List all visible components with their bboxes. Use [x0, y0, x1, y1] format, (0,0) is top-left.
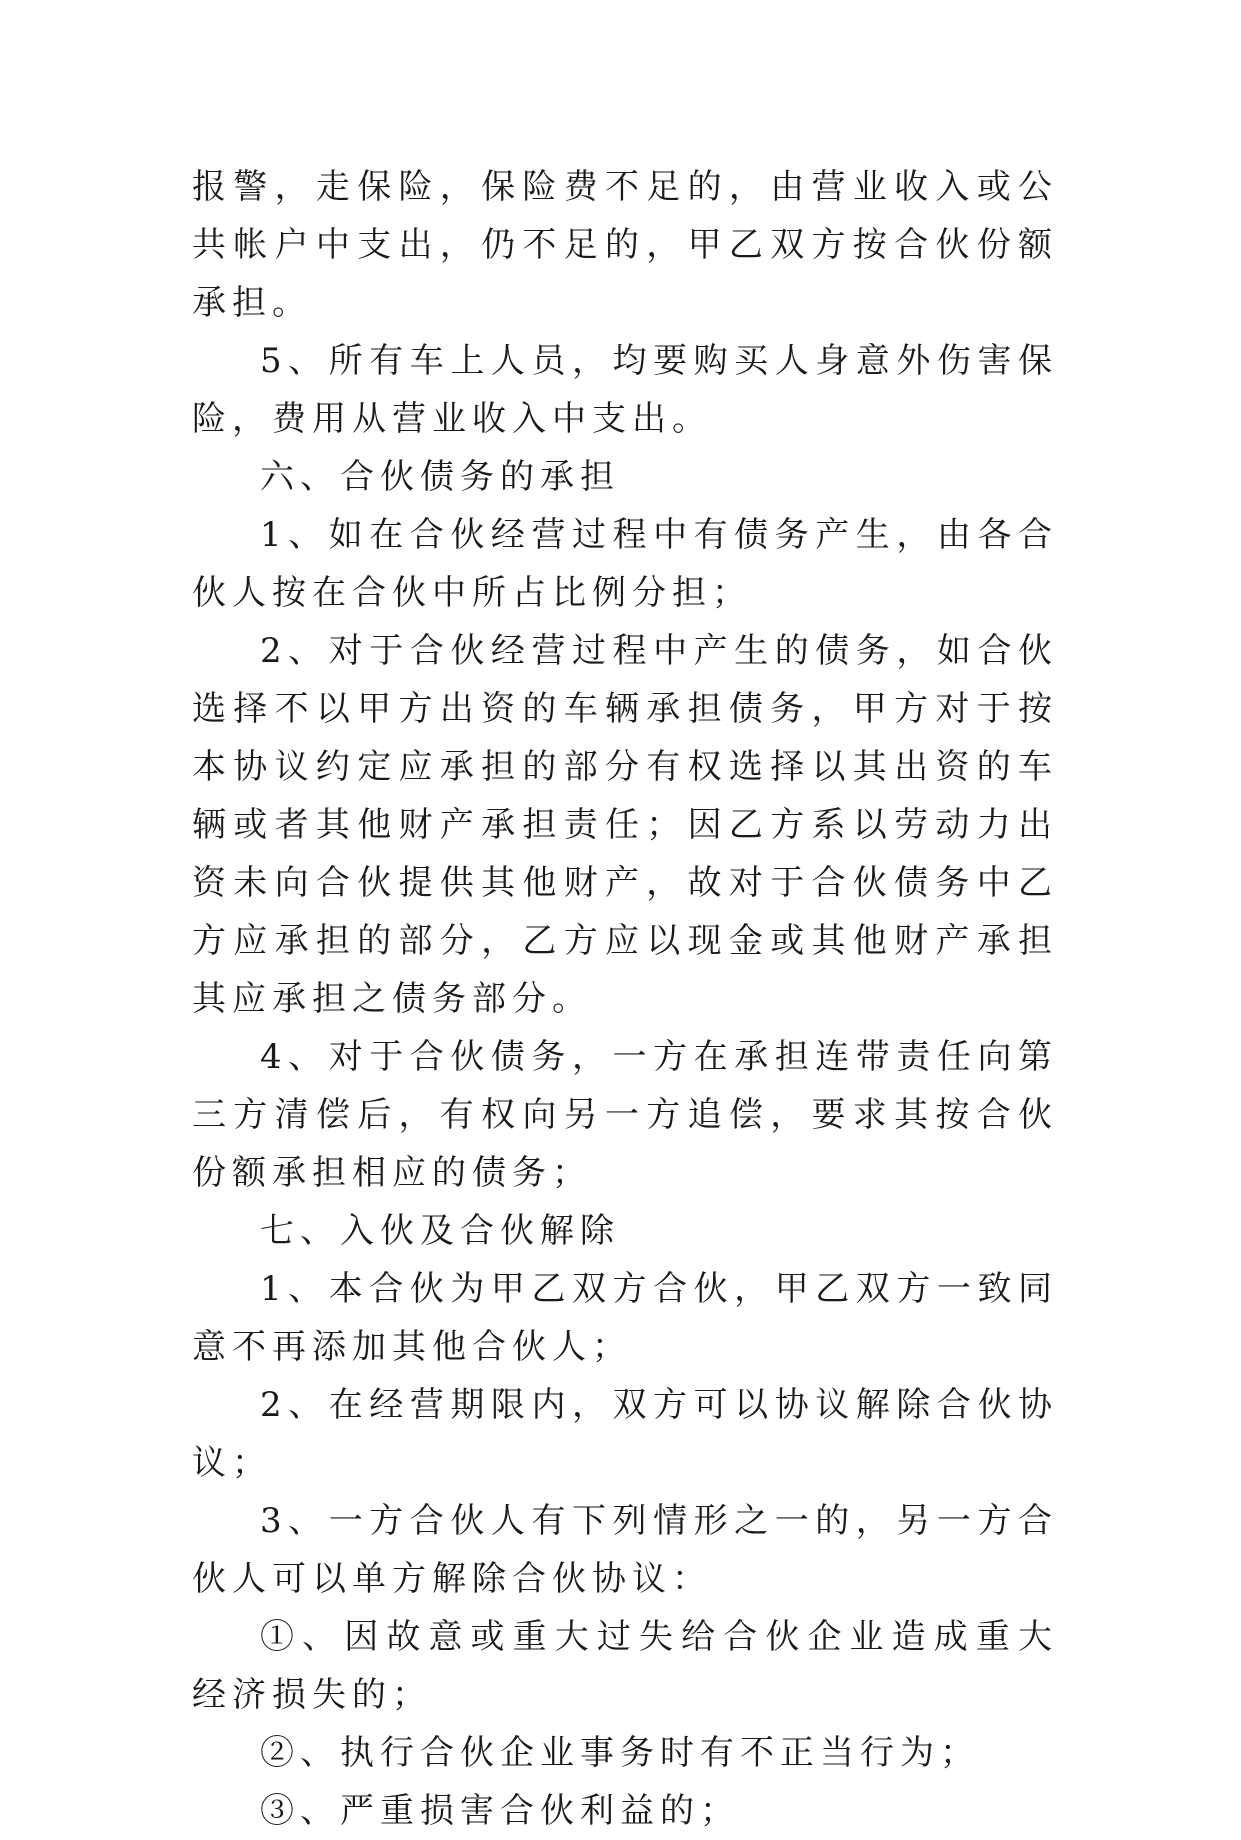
paragraph-partnership-item-3: 3、一方合伙人有下列情形之一的，另一方合伙人可以单方解除合伙协议：: [192, 1501, 1058, 1599]
section-heading-7: 七、入伙及合伙解除: [260, 1211, 620, 1251]
paragraph-debt-item-1: 1、如在合伙经营过程中有债务产生，由各合伙人按在合伙中所占比例分担；: [192, 515, 1058, 613]
paragraph-partnership-item-2: 2、在经营期限内，双方可以协议解除合伙协议；: [192, 1385, 1058, 1483]
paragraph-partnership-item-1: 1、本合伙为甲乙双方合伙，甲乙双方一致同意不再添加其他合伙人；: [192, 1269, 1058, 1367]
section-heading-6: 六、合伙债务的承担: [260, 457, 620, 497]
paragraph-debt-item-4: 4、对于合伙债务，一方在承担连带责任向第三方清偿后，有权向另一方追偿，要求其按合伙份额承担相应的债务；: [192, 1037, 1058, 1193]
paragraph-condition-1: ①、因故意或重大过失给合伙企业造成重大经济损失的；: [192, 1617, 1058, 1715]
document-body: [192, 158, 1058, 1840]
paragraph-debt-item-2: 2、对于合伙经营过程中产生的债务，如合伙选择不以甲方出资的车辆承担债务，甲方对于按本协议约定应承担的部分有权选择以其出资的车辆或者其他财产承担责任；因乙方系以劳动力出资未向合伙提供其他财产，故对于合伙债务中乙方应承担的部分，乙方应以现金或其他财产承担其应承担之债务部分。: [192, 631, 1058, 1019]
paragraph-condition-2: ②、执行合伙企业事务时有不正当行为；: [260, 1733, 980, 1773]
paragraph-condition-3: ③、严重损害合伙利益的；: [260, 1791, 740, 1831]
paragraph-insurance-continued: 报警，走保险，保险费不足的，由营业收入或公共帐户中支出，仍不足的，甲乙双方按合伙份额承担。: [192, 167, 1058, 323]
paragraph-item-5-accident-insurance: 5、所有车上人员，均要购买人身意外伤害保险，费用从营业收入中支出。: [192, 341, 1058, 439]
